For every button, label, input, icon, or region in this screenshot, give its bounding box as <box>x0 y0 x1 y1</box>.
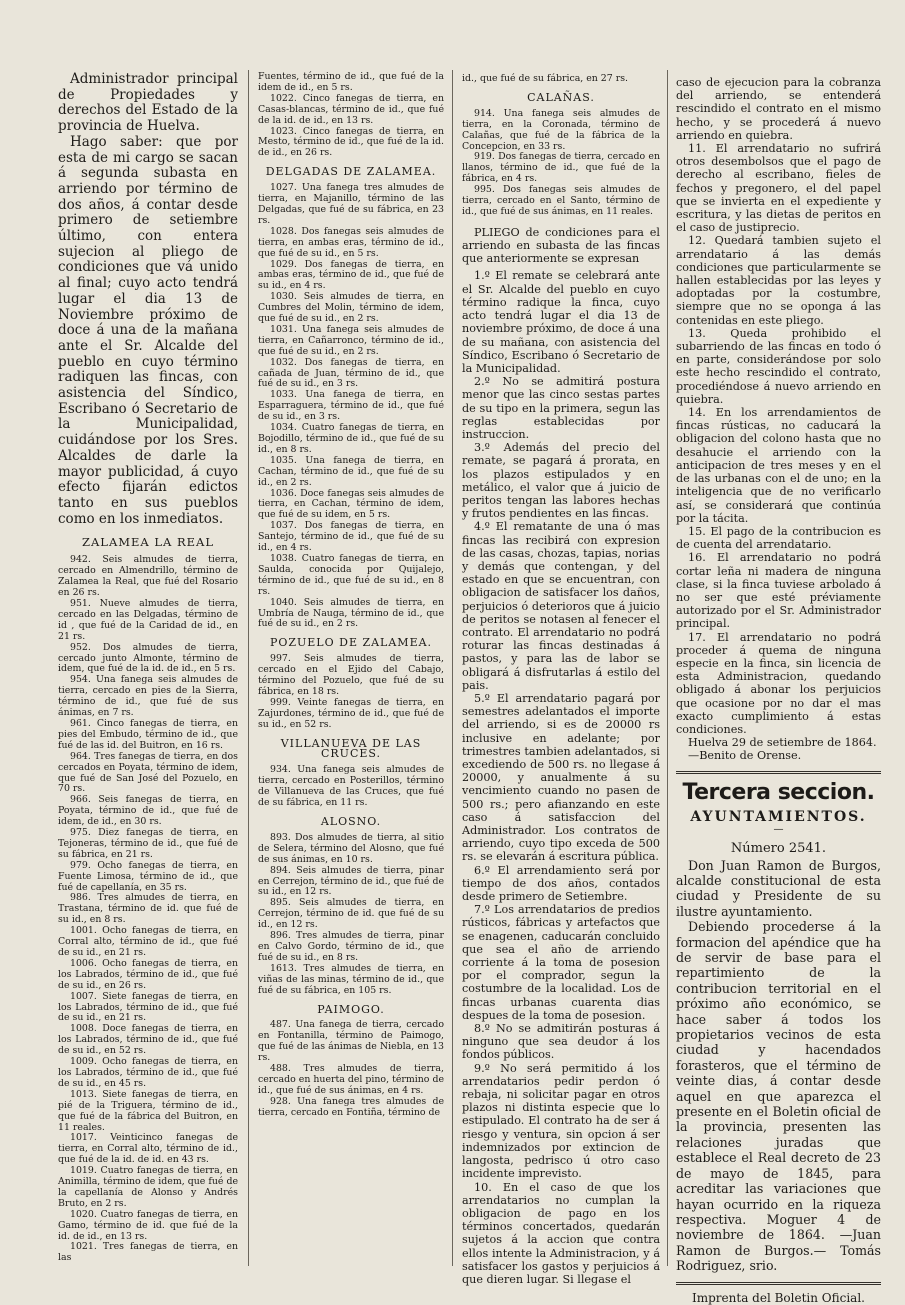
list-item: 1.º El remate se celebrará ante el Sr. Alcalde del pueblo en cuyo término radique la finca, cuyo acto tendrá lugar el dia 13 de noviembre próximo, de doce á una de su mañana, con asistencia del Síndico, Escribano ó Secretario de la Municipalidad. <box>462 269 660 375</box>
section-heading-alosno: ALOSNO. <box>320 815 382 828</box>
list-item: 1023. Cinco fanegas de tierra, en Mesto, término de id., que fué de la id. de id., en 26 rs. <box>258 125 444 159</box>
list-item: 1033. Una fanega de tierra, en Esparraguera, término de id., que fué de su id., en 3 rs. <box>258 389 444 423</box>
list-item: 1032. Dos fanegas de tierra, en cañada de Juan, término de id., que fué de su id., en 3 rs. <box>258 356 444 390</box>
list-item: 6.º El arrendamiento será por tiempo de dos años, contados desde primero de Setiembre. <box>462 863 660 904</box>
list-item: 1035. Una fanega de tierra, en Cachan, término de id., que fué de su id., en 2 rs. <box>258 454 444 488</box>
list-item: 1017. Veinticinco fanegas de tierra, en Corral alto, término de id., que fué de la id. de id. en 43 rs. <box>58 1132 238 1166</box>
list-item: 961. Cinco fanegas de tierra, en pies del Embudo, término de id., que fué de las id. del Buitron, en 16 rs. <box>58 717 238 751</box>
column-rule-2 <box>452 70 453 1266</box>
list-item: 4.º El rematante de una ó mas fincas las recibirá con expresion de las casas, chozas, tapias, norias y demás que contengan, y del estado en que se encuentran, con obligacion de satisfacer los daños, perjuicios ó deterioros que á juicio de peritos se notasen al fenecer el contrato. El arrendatario no podrá roturar las fincas destinadas á pastos, y para las de labor se obligará á disfrutarlas á estilo del pais. <box>462 520 660 692</box>
section-heading-zalamea: ZALAMEA LA REAL <box>82 535 214 550</box>
list-item: 952. Dos almudes de tierra, cercado junto Almonte, término de idem, que fué de la id. de id., en 5 rs. <box>58 641 238 675</box>
list-item: 893. Dos almudes de tierra, al sitio de Selera, término del Alosno, que fué de sus ánimas, en 10 rs. <box>258 831 444 865</box>
list-item: 1030. Seis almudes de tierra, en Cumbres del Molin, término de idem, que fué de su id., en 2 rs. <box>258 291 444 325</box>
section-title: Tercera seccion. <box>682 779 875 805</box>
list-item: 1019. Cuatro fanegas de tierra, en Animilla, término de idem, que fué de la capellanía de Alonso y Andrés Bruto, en 2 rs. <box>58 1165 238 1209</box>
list-item: 1036. Doce fanegas seis almudes de tierra, en Cachan, término de idem, que fué de su idem, en 5 rs. <box>258 487 444 521</box>
list-item: 12. Quedará tambien sujeto el arrendatario á las demás condiciones que particularmente se hallen establecidas por las leyes y adoptadas por la costumbre, siempre que no se oponga á las contenidas en este pliego. <box>676 234 881 327</box>
list-item: 1613. Tres almudes de tierra, en viñas de las minas, término de id., que fué de su fábrica, en 105 rs. <box>258 962 444 996</box>
list-item: 895. Seis almudes de tierra, en Cerrejon, término de id. que fué de su id., en 12 rs. <box>258 897 444 931</box>
lot-list-delgadas <box>258 183 444 630</box>
list-item: 15. El pago de la contribucion es de cuenta del arrendatario. <box>676 524 881 552</box>
list-item: 975. Diez fanegas de tierra, en Tejoneras, término de id., que fué de su fábrica, en 21 rs. <box>58 827 238 860</box>
section-divider <box>676 771 881 774</box>
lead-text: id., que fué de su fábrica, en 27 rs. <box>462 73 628 84</box>
column-2 <box>258 0 444 1280</box>
imprenta-footer: Imprenta del Boletin Oficial. <box>676 1282 881 1305</box>
list-item: 487. Una fanega de tierra, cercado en Fontanilla, término de Paimogo, que fué de las ánimas de Niebla, en 13 rs. <box>258 1019 444 1064</box>
list-item: 1029. Dos fanegas de tierra, en ambas eras, término de id., que fué de su id., en 4 rs. <box>258 258 444 292</box>
lot-list-pozuelo <box>258 654 444 730</box>
lot-list-zalamea <box>58 555 238 1264</box>
list-item: 942. Seis almudes de tierra, cercado en Almendrillo, término de Zalamea la Real, que fué del Rosario en 26 rs. <box>58 554 238 599</box>
list-item: 934. Una fanega seis almudes de tierra, cercado en Posterillos, término de Villanueva de las Cruces, que fué de su fábrica, en 11 rs. <box>258 764 444 809</box>
list-item: 1013. Siete fanegas de tierra, en pié de la Triguera, término de id., que fué de la fábrica del Buitron, en 11 reales. <box>58 1088 238 1133</box>
lot-list-calanas <box>462 109 660 218</box>
list-item: 5.º El arrendatario pagará por semestres adelantados el importe del arriendo, si es de 20000 rs inclusive en adelante; por trimestres tambien adelantados, si excediendo de 500 rs. no llegase á 20000, y anualmente á su vencimiento cuando no pasen de 500 rs.; pero afianzando en este caso á satisfaccion del Administrador. Los contratos de arriendo, cuyo tipo exceda de 500 rs. se elevarán á escritura pública. <box>462 691 660 864</box>
list-item: 1034. Cuatro fanegas de tierra, en Bojodillo, término de id., que fué de su id., en 8 rs. <box>258 422 444 455</box>
lead-text: Fuentes, término de id., que fué de la idem de id., en 5 rs. <box>258 71 444 93</box>
mayor-notice: Debiendo procederse á la formacion del apéndice que ha de servir de base para el repartimiento de la contribucion territorial en el próximo año económico, se hace saber á todos los propietarios vecinos de esta ciudad y hacendados forasteros, que el término de veinte dias, á contar desde aquel en que aparezca el presente en el Boletin oficial de la provincia, presenten las relaciones juradas que establece el Real decreto de 23 de mayo de 1845, para acreditar las variaciones que hayan ocurrido en la riqueza respectiva. Moguer 4 de noviembre de 1864. —Juan Ramon de Burgos.— Tomás Rodriguez, srio. <box>676 919 881 1274</box>
section-heading-paimogo: PAIMOGO. <box>317 1002 385 1016</box>
column-rule-3 <box>667 70 668 1266</box>
conditions-list <box>462 269 660 1286</box>
lot-list-alosno <box>258 833 444 997</box>
list-item: 11. El arrendatario no sufrirá otros desembolsos que el pago de derecho al escribano, fieles de fechos y pregonero, el del papel que se invierta en el expediente y escritura, y las dietas de peritos en el caso de justiprecio. <box>676 142 881 235</box>
notice-number: Número 2541. <box>730 840 827 856</box>
intro-heading: Administrador principal de Propiedades y derechos del Estado de la provincia de Huelva. <box>58 71 238 135</box>
list-item: 1031. Una fanega seis almudes de tierra, en Cañarronco, término de id., que fué de su id., en 2 rs. <box>258 323 444 357</box>
list-item: 1021. Tres fanegas de tierra, en las <box>58 1241 238 1264</box>
list-item: 16. El arrendatario no podrá cortar leña ni madera de ninguna clase, si la finca tuviese arbolado á no ser que esté préviamente autorizado por el Sr. Administrador principal. <box>676 551 881 631</box>
date-line: Huelva 29 de setiembre de 1864. <box>688 736 877 750</box>
list-item: 1007. Siete fanegas de tierra, en los Labrados, término de id., que fué de su id., en 21 rs. <box>58 990 238 1024</box>
list-item: 9.º No será permitido á los arrendatarios pedir perdon ó rebaja, ni solicitar pagar en otros plazos ni distinta especie que lo estipulado. El contrato ha de ser á riesgo y ventura, sin opcion á ser indemnizados por extincion de langosta, pedrisco ú otro caso incidente imprevisto. <box>462 1061 660 1181</box>
list-item: 919. Dos fanegas de tierra, cercado en llanos, término de id., que fué de la fábrica, en 4 rs. <box>462 151 660 185</box>
list-item: 1009. Ocho fanegas de tierra, en los Labrados, término de id., que fué de su id., en 45 rs. <box>58 1056 238 1089</box>
section-heading-pozuelo: POZUELO DE ZALAMEA. <box>269 636 433 650</box>
column-rule-1 <box>248 70 249 1266</box>
list-item: 488. Tres almudes de tierra, cercado en huerta del pino, término de id., que fué de sus ánimas, en 4 rs. <box>258 1063 444 1096</box>
list-item: 8.º No se admitirán posturas á ninguno que sea deudor á los fondos públicos. <box>462 1022 660 1062</box>
column-1 <box>58 0 238 1280</box>
pliego-title: PLIEGO de condiciones para el arriendo en subasta de las fincas que anteriormente se expresan <box>462 225 660 266</box>
list-item: 14. En los arrendamientos de fincas rústicas, no caducará la obligacion del colono hasta que no desahucie el arriendo con la anticipacion de tres meses y en el de las urbanas con el de uno; en la inteligencia que de no verificarlo así, se considerará que continúa por la tácita. <box>676 406 881 525</box>
list-item: 13. Queda prohibido el subarriendo de las fincas en todo ó en parte, considerándose por solo este hecho rescindido el contrato, procediéndose á nuevo arriendo en quiebra. <box>676 326 881 406</box>
notice-intro <box>58 72 238 527</box>
list-item: 928. Una fanega tres almudes de tierra, cercado en Fontiña, término de <box>258 1095 444 1118</box>
list-item: 954. Una fanega seis almudes de tierra, cercado en pies de la Sierra, término de id., que fué de sus ánimas, en 7 rs. <box>58 674 238 719</box>
list-item: 1022. Cinco fanegas de tierra, en Casas-blancas, término de id., que fué de la id. de id., en 13 rs. <box>258 92 444 126</box>
list-item: 3.º Además del precio del remate, se pagará á prorata, en los plazos estipulados y en metálico, el valor que á juicio de peritos tengan las labores hechas y frutos pendientes en las fincas. <box>462 441 660 521</box>
list-item: 914. Una fanega seis almudes de tierra, en la Coronada, término de Calañas, que fué de la fábrica de la Concepcion, en 33 rs. <box>462 107 660 152</box>
list-item: 979. Ocho fanegas de tierra, en Fuente Limosa, término de id., que fué de capellanía, en 35 rs. <box>58 859 238 893</box>
column-3 <box>462 0 660 1286</box>
column-4 <box>676 0 881 1305</box>
intro-paragraph: Hago saber: que por esta de mi cargo se sacan á segunda subasta en arriendo por término de dos años, á contar desde primero de setiembre último, con entera sujecion al pliego de condiciones que vá unido al final; cuyo acto tendrá lugar el dia 13 de Noviembre próximo de doce á una de la mañana ante el Sr. Alcalde del pueblo en cuyo término radiquen las fincas, con asistencia del Síndico, Escribano ó Secretario de la Municipalidad, cuidándose por los Sres. Alcaldes de darle la mayor publicidad, á cuyo efecto fijarán edictos tanto en sus pueblos como en los inmediatos. <box>58 133 238 527</box>
list-item: 1027. Una fanega tres almudes de tierra, en Majanillo, término de las Delgadas, que fué de su fábrica, en 23 rs. <box>258 182 444 226</box>
list-item: 17. El arrendatario no podrá proceder á quema de ninguna especie en la finca, sin licencia de esta Administracion, quedando obligado á abonar los perjuicios que ocasione por no dar el mas exacto cumplimiento á estas condiciones. <box>676 630 881 736</box>
lot-list-a <box>258 94 444 159</box>
ayuntamientos-heading: AYUNTAMIENTOS. <box>690 808 867 825</box>
list-item: 1028. Dos fanegas seis almudes de tierra, en ambas eras, término de id., que fué de su id., en 5 rs. <box>258 225 444 259</box>
signature: —Benito de Orense. <box>688 749 802 763</box>
list-item: 964. Tres fanegas de tierra, en dos cercados en Poyata, término de idem, que fué de San José del Pozuelo, en 70 rs. <box>58 750 238 795</box>
list-item: 1006. Ocho fanegas de tierra, en los Labrados, término de id., que fué de su id., en 26 rs. <box>58 957 238 991</box>
list-item: 7.º Los arrendatarios de predios rústicos, fábricas y artefactos que se enagenen, caducarán concluido que sea el año de arriendo corriente á la toma de posesion por el comprador, segun la costumbre de la localidad. Los de fincas urbanas cuarenta dias despues de la toma de posesion. <box>462 903 660 1022</box>
mayor-intro: Don Juan Ramon de Burgos, alcalde constitucional de esta ciudad y Presidente de su ilustre ayuntamiento. <box>676 857 881 919</box>
list-item: 1038. Cuatro fanegas de tierra, en Saulda, conocida por Quijalejo, término de id., que fué de su id., en 8 rs. <box>258 552 444 597</box>
list-item: 896. Tres almudes de tierra, pinar en Calvo Gordo, término de id., que fué de su id., en 8 rs. <box>258 930 444 963</box>
list-item: 995. Dos fanegas seis almudes de tierra, cercado en el Santo, término de id., que fué de sus ánimas, en 11 reales. <box>462 184 660 217</box>
list-item: 997. Seis almudes de tierra, cercado en el Ejido del Cabajo, término del Pozuelo, que fué de su fábrica, en 18 rs. <box>258 653 444 697</box>
lead-text: caso de ejecucion para la cobranza del arriendo, se entenderá rescindido el contrato en el mismo hecho, y se procederá á nuevo arriendo en quiebra. <box>676 76 881 142</box>
list-item: 10. En el caso de que los arrendatarios no cumplan la obligacion de pago en los términos concertados, quedarán sujetos á la accion que contra ellos intente la Administracion, y á satisfacer los gastos y perjuicios á que dieren lugar. Si llegase el <box>462 1180 660 1286</box>
list-item: 951. Nueve almudes de tierra, cercado en las Delgadas, término de id , que fué de la Caridad de id., en 21 rs. <box>58 598 238 642</box>
section-heading-calanas: CALAÑAS. <box>527 90 595 104</box>
list-item: 1037. Dos fanegas de tierra, en Santejo, término de id., que fué de su id., en 4 rs. <box>258 520 444 554</box>
list-item: 1040. Seis almudes de tierra, en Umbría de Nauga, término de id., que fué de su id., en 2 rs. <box>258 596 444 630</box>
list-item: 966. Seis fanegas de tierra, en Poyata, término de id., que fué de idem, de id., en 30 rs. <box>58 794 238 828</box>
lot-list-villanueva <box>258 765 444 809</box>
section-heading-delgadas: DELGADAS DE ZALAMEA. <box>265 165 437 179</box>
list-item: 1020. Cuatro fanegas de tierra, en Gamo, término de id. que fué de la id. de id., en 13 rs. <box>58 1208 238 1242</box>
lot-list-paimogo <box>258 1020 444 1118</box>
conditions-list-cont <box>676 142 881 736</box>
section-heading-villanueva: VILLANUEVA DE LAS CRUCES. <box>280 736 422 761</box>
list-item: 1008. Doce fanegas de tierra, en los Labrados, término de id., que fué de su id., en 52 rs. <box>58 1023 238 1057</box>
list-item: 999. Veinte fanegas de tierra, en Zajurdones, término de id., que fué de su id., en 52 rs. <box>258 696 444 730</box>
list-item: 894. Seis almudes de tierra, pinar en Cerrejon, término de id., que fué de su id., en 12 rs. <box>258 864 444 898</box>
list-item: 2.º No se admitirá postura menor que las cinco sestas partes de su tipo en la primera, segun las reglas establecidas por instruccion. <box>462 375 660 441</box>
divider-dash: — <box>773 823 784 835</box>
list-item: 986. Tres almudes de tierra, en Trastana, término de id. que fué de su id., en 8 rs. <box>58 892 238 926</box>
list-item: 1001. Ocho fanegas de tierra, en Corral alto, término de id., que fué de su id., en 21 rs. <box>58 925 238 959</box>
